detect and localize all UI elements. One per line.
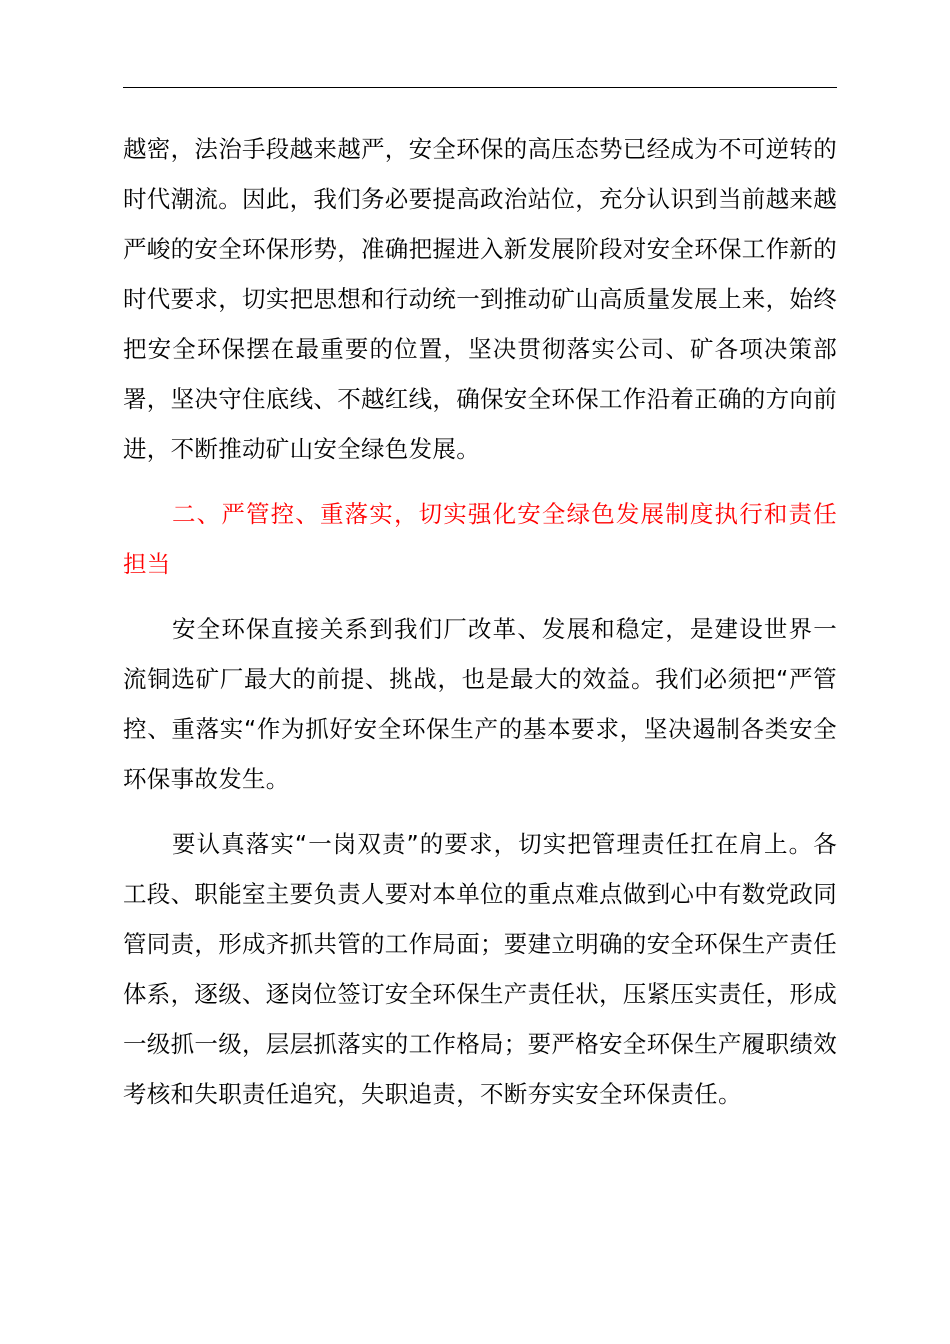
paragraph-continuation: 越密，法治手段越来越严，安全环保的高压态势已经成为不可逆转的时代潮流。因此，我们务必要提高政治站位，充分认识到当前越来越严峻的安全环保形势，准确把握进入新发展阶段对安全环保工作新的时代要求，切实把思想和行动统一到推动矿山高质量发展上来，始终把安全环保摆在最重要的位置，坚决贯彻落实公司、矿各项决策部署，坚决守住底线、不越红线，确保安全环保工作沿着正确的方向前进，不断推动矿山安全绿色发展。	[123, 135, 837, 463]
section-heading: 二、严管控、重落实，切实强化安全绿色发展制度执行和责任担当	[123, 500, 837, 578]
header-rule	[123, 87, 837, 88]
document-body	[123, 124, 837, 1119]
paragraph-responsibility: 要认真落实“一岗双责”的要求，切实把管理责任扛在肩上。各工段、职能室主要负责人要对本单位的重点难点做到心中有数党政同管同责，形成齐抓共管的工作局面；要建立明确的安全环保生产责任体系，逐级、逐岗位签订安全环保生产责任状，压紧压实责任，形成一级抓一级，层层抓落实的工作格局；要严格安全环保生产履职绩效考核和失职责任追究，失职追责，不断夯实安全环保责任。	[123, 830, 837, 1108]
paragraph-basis: 安全环保直接关系到我们厂改革、发展和稳定，是建设世界一流铜选矿厂最大的前提、挑战，也是最大的效益。我们必须把“严管控、重落实“作为抓好安全环保生产的基本要求，坚决遏制各类安全环保事故发生。	[123, 615, 837, 793]
